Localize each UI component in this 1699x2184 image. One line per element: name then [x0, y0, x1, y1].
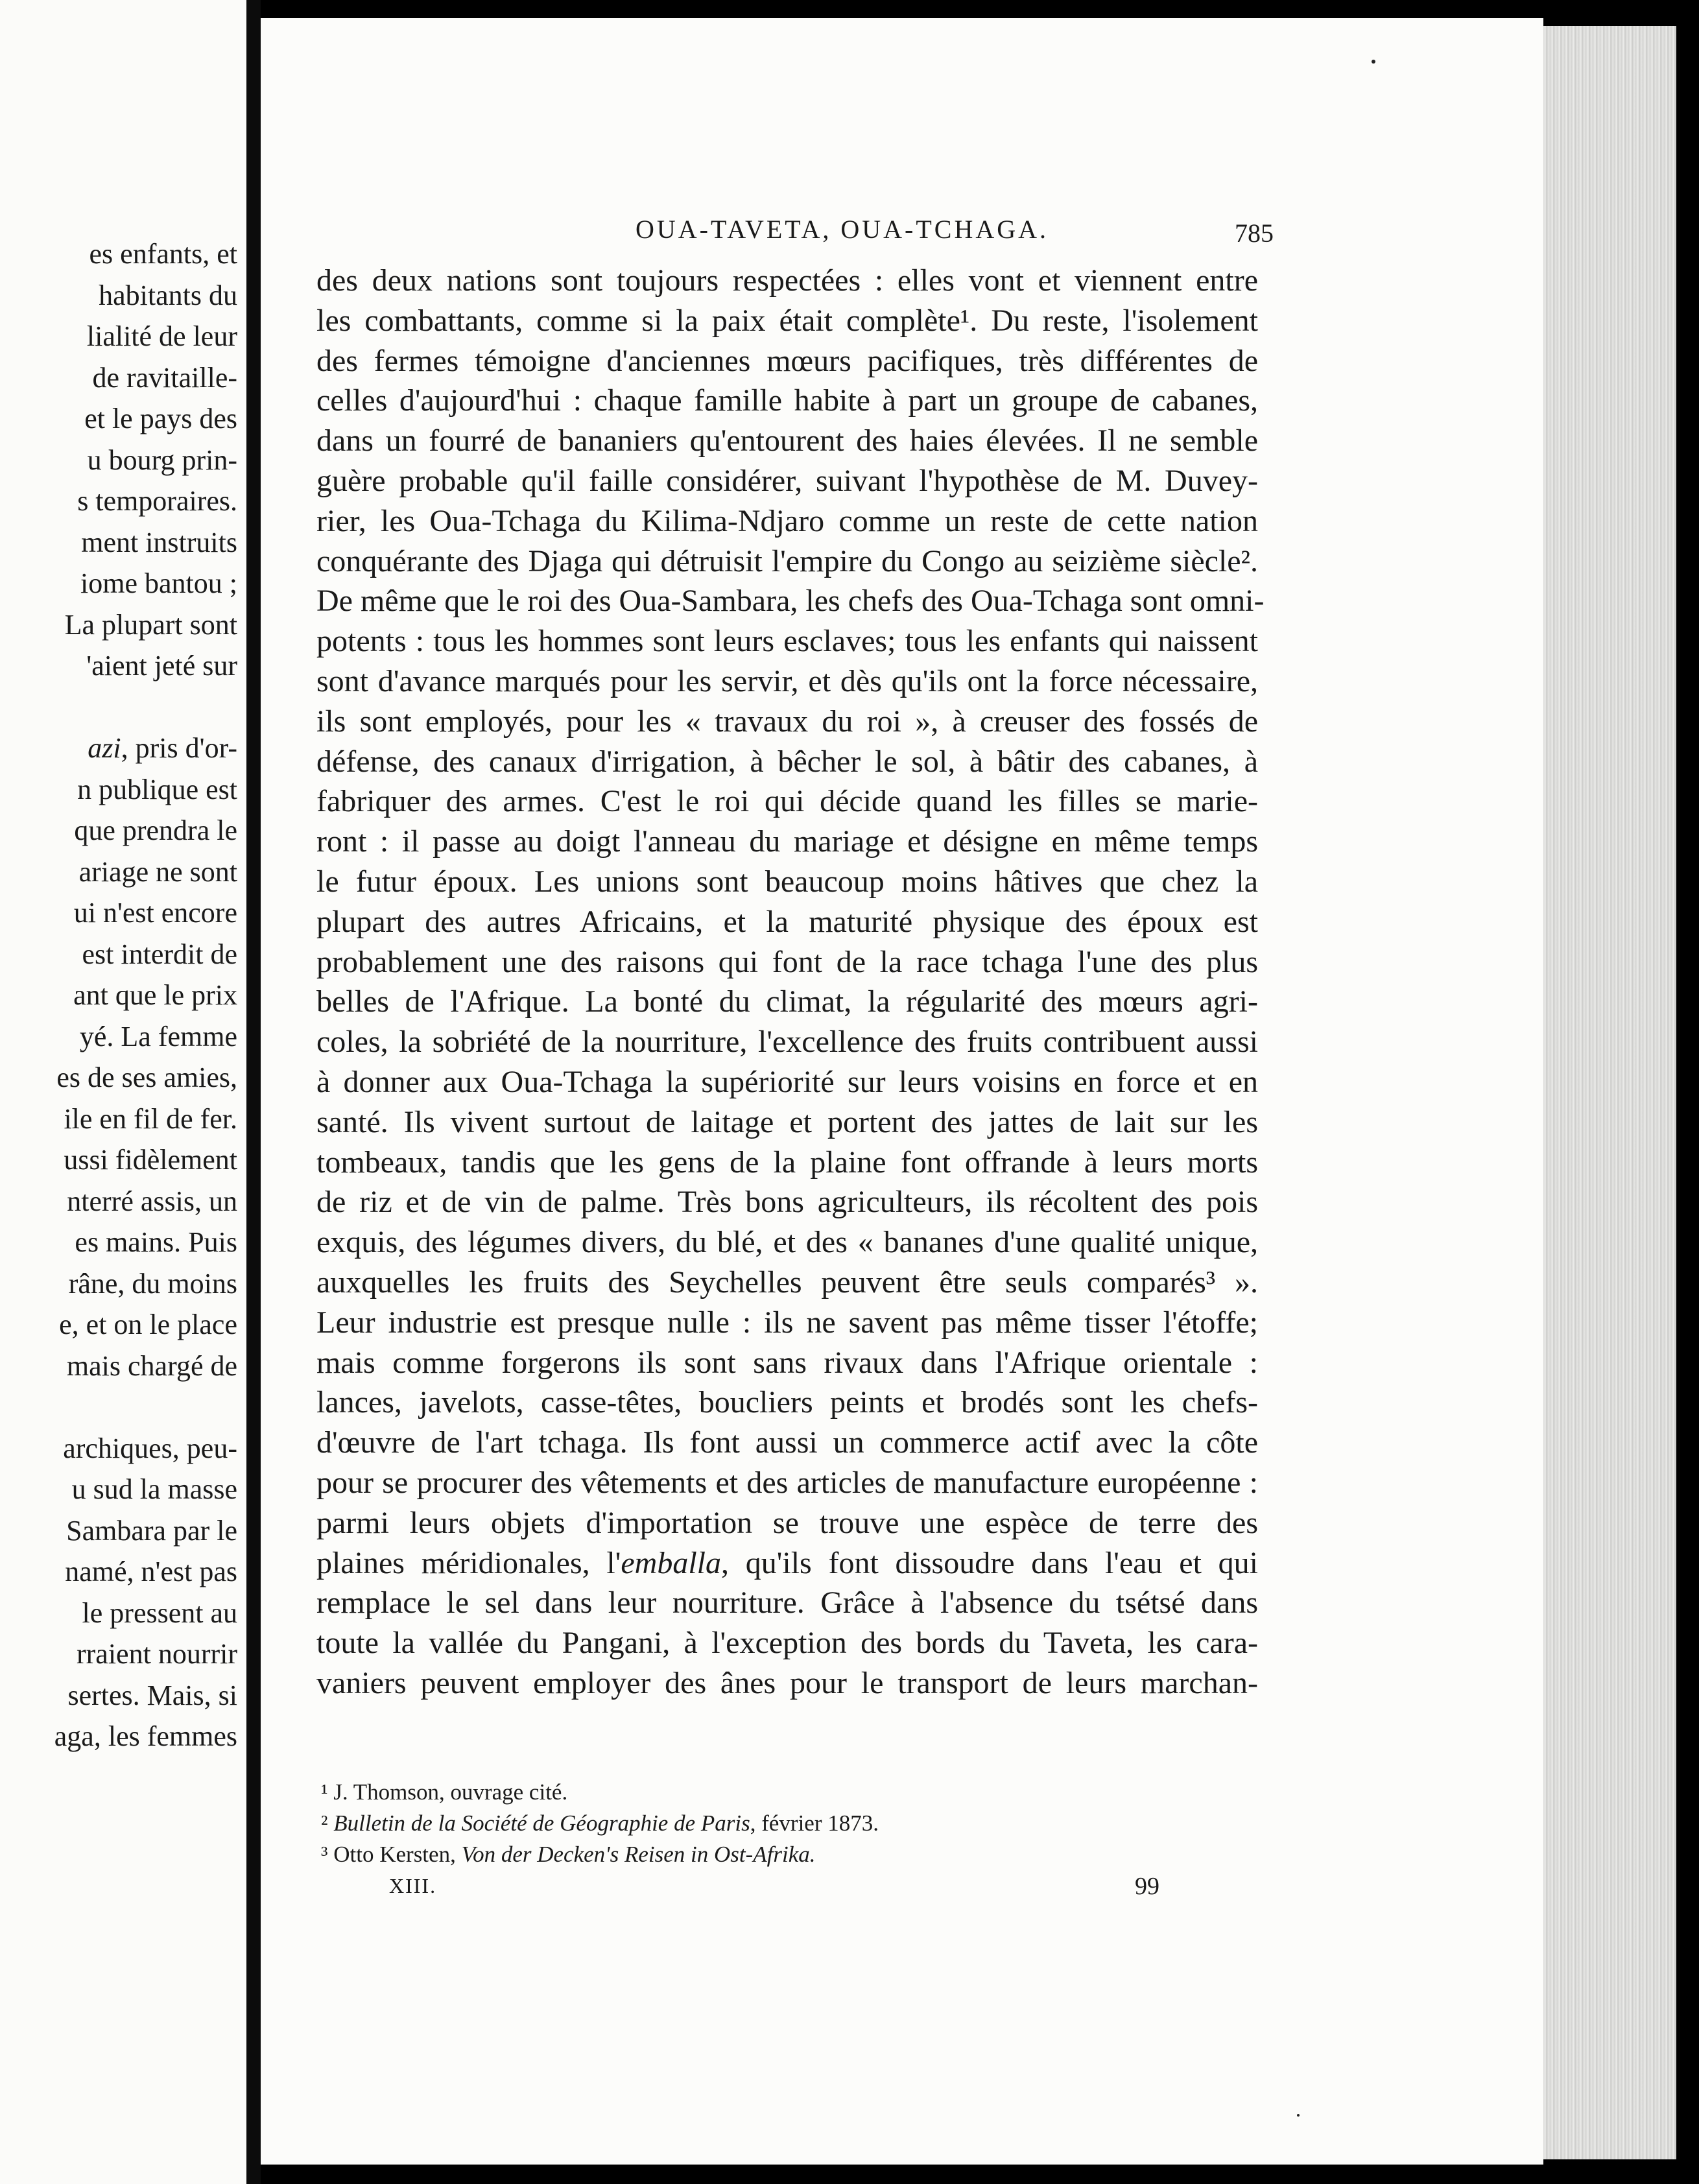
facing-page-line: iome bantou ;	[80, 567, 237, 599]
facing-page-line: archiques, peu-	[63, 1432, 237, 1464]
body-line: De même que le roi des Oua-Sambara, les chefs des Oua-Tchaga sont omni-	[316, 584, 1265, 619]
body-text	[316, 261, 1265, 1703]
facing-page-line: ile en fil de fer.	[64, 1102, 237, 1135]
italic-term: azi	[88, 732, 121, 764]
body-line: dans un fourré de bananiers qu'entourent des haies élevées. Il ne semble	[316, 423, 1258, 458]
body-line: lances, javelots, casse-têtes, boucliers peints et brodés sont les chefs-	[316, 1385, 1258, 1420]
body-line: plaines méridionales, l'emballa, qu'ils font dissoudre dans l'eau et qui	[316, 1545, 1258, 1580]
facing-page-text	[54, 233, 237, 1757]
body-line: sont d'avance marqués pour les servir, et dès qu'ils ont la force nécessaire,	[316, 663, 1258, 698]
body-line: tombeaux, tandis que les gens de la plaine font offrande à leurs morts	[316, 1145, 1258, 1180]
page-edges	[1543, 26, 1676, 2159]
book-gutter	[246, 0, 261, 2184]
facing-page-line: nterré assis, un	[67, 1185, 237, 1217]
italic-term: emballa	[621, 1545, 721, 1580]
facing-page-line: ment instruits	[81, 526, 237, 558]
facing-page-line: le pressent au	[82, 1596, 237, 1629]
body-line: ront : il passe au doigt l'anneau du mariage et désigne en même temps	[316, 824, 1258, 859]
body-line: exquis, des légumes divers, du blé, et des « bananes d'une qualité unique,	[316, 1225, 1258, 1260]
body-line: d'œuvre de l'art tchaga. Ils font aussi un commerce actif avec la côte	[316, 1425, 1258, 1460]
facing-page-line: ariage ne sont	[78, 855, 237, 888]
facing-page-line: est interdit de	[82, 938, 237, 970]
facing-page-line: namé, n'est pas	[65, 1556, 237, 1587]
facing-page-line: es enfants, et	[89, 238, 237, 270]
body-line: des deux nations sont toujours respectées : elles vont et viennent entre	[316, 263, 1258, 298]
body-line: plupart des autres Africains, et la maturité physique des époux est	[316, 904, 1258, 939]
body-line: défense, des canaux d'irrigation, à bêcher le sol, à bâtir des cabanes, à	[316, 744, 1258, 779]
page-number: 785	[1235, 219, 1274, 248]
signature-mark: XIII.	[389, 1874, 437, 1897]
facing-page-line: n publique est	[77, 773, 237, 805]
facing-page-line: mais chargé de	[66, 1349, 237, 1382]
body-line: vaniers peuvent employer des ânes pour le transport de leurs marchan-	[316, 1665, 1258, 1700]
footnotes	[321, 1777, 879, 1870]
body-line: potents : tous les hommes sont leurs esclaves; tous les enfants qui naissent	[316, 624, 1258, 659]
body-line: auxquelles les fruits des Seychelles peuvent être seuls comparés³ ».	[316, 1264, 1258, 1300]
body-line: le futur époux. Les unions sont beaucoup moins hâtives que chez la	[316, 864, 1258, 899]
body-line: Leur industrie est presque nulle : ils ne savent pas même tisser l'étoffe;	[316, 1305, 1258, 1340]
facing-page-line: lialité de leur	[86, 320, 237, 352]
facing-page-line: ussi fidèlement	[64, 1144, 237, 1176]
body-line: guère probable qu'il faille considérer, suivant l'hypothèse de M. Duvey-	[316, 463, 1258, 498]
facing-page-line: e, et on le place	[59, 1309, 237, 1340]
facing-page-line: u sud la masse	[71, 1473, 237, 1505]
facing-page-line: de ravitaille-	[92, 361, 237, 394]
body-line: toute la vallée du Pangani, à l'exception des bords du Taveta, les cara-	[316, 1626, 1258, 1661]
facing-page-line: La plupart sont	[64, 608, 237, 641]
body-line: probablement une des raisons qui font de la race tchaga l'une des plus	[316, 944, 1258, 979]
speck	[1372, 60, 1375, 64]
body-line: coles, la sobriété de la nourriture, l'excellence des fruits contribuent aussi	[316, 1025, 1258, 1060]
facing-page	[0, 0, 246, 2184]
footnote-2: ² Bulletin de la Société de Géographie de Paris, février 1873.	[321, 1810, 879, 1836]
body-line: de riz et de vin de palme. Très bons agriculteurs, ils récoltent des pois	[316, 1185, 1258, 1220]
facing-page-line: aga, les femmes	[54, 1720, 237, 1752]
body-line: à donner aux Oua-Tchaga la supériorité sur leurs voisins en force et en	[316, 1064, 1258, 1099]
running-head: OUA-TAVETA, OUA-TCHAGA.	[636, 215, 1049, 244]
body-line: pour se procurer des vêtements et des articles de manufacture européenne :	[316, 1465, 1258, 1500]
facing-page-line: ant que le prix	[73, 979, 237, 1011]
facing-page-line: yé. La femme	[79, 1020, 237, 1052]
body-line: rier, les Oua-Tchaga du Kilima-Ndjaro comme un reste de cette nation	[316, 503, 1258, 538]
signature-number: 99	[1135, 1873, 1159, 1900]
facing-page-line: habitants du	[99, 279, 237, 311]
body-line: ils sont employés, pour les « travaux du roi », à creuser des fossés de	[316, 704, 1258, 739]
body-line: celles d'aujourd'hui : chaque famille habite à part un groupe de cabanes,	[316, 383, 1258, 418]
facing-page-line: sertes. Mais, si	[67, 1679, 237, 1711]
body-line: santé. Ils vivent surtout de laitage et portent des jattes de lait sur les	[316, 1104, 1258, 1139]
body-line: des fermes témoigne d'anciennes mœurs pacifiques, très différentes de	[316, 343, 1258, 378]
body-line: parmi leurs objets d'importation se trouve une espèce de terre des	[316, 1505, 1258, 1540]
facing-page-line: rraient nourrir	[77, 1638, 237, 1670]
footnote-3: ³ Otto Kersten, Von der Decken's Reisen in Ost-Afrika.	[321, 1842, 816, 1867]
body-line: les combattants, comme si la paix était complète¹. Du reste, l'isolement	[316, 303, 1258, 338]
facing-page-line: es mains. Puis	[75, 1226, 237, 1258]
body-line: mais comme forgerons ils sont sans rivaux dans l'Afrique orientale :	[316, 1345, 1258, 1380]
facing-page-line: et le pays des	[84, 403, 237, 434]
facing-page-line	[54, 1386, 237, 1428]
facing-page-line: 'aient jeté sur	[86, 650, 237, 682]
facing-page-line: ui n'est encore	[73, 897, 237, 929]
facing-page-line: es de ses amies,	[56, 1062, 237, 1093]
body-line: remplace le sel dans leur nourriture. Grâce à l'absence du tsétsé dans	[316, 1585, 1258, 1620]
footnote-1: ¹ J. Thomson, ouvrage cité.	[321, 1779, 568, 1805]
facing-page-line: s temporaires.	[77, 485, 237, 517]
facing-page-line: azi, pris d'or-	[88, 732, 237, 764]
body-line: fabriquer des armes. C'est le roi qui décide quand les filles se marie-	[316, 784, 1258, 819]
facing-page-line: râne, du moins	[68, 1267, 237, 1300]
facing-page-line: que prendra le	[74, 814, 237, 846]
facing-page-line: u bourg prin-	[87, 444, 237, 476]
body-line: conquérante des Djaga qui détruisit l'empire du Congo au seizième siècle².	[316, 543, 1258, 578]
facing-page-line	[54, 687, 237, 728]
facing-page-line: Sambara par le	[66, 1514, 237, 1547]
body-line: belles de l'Afrique. La bonté du climat, la régularité des mœurs agri-	[316, 984, 1258, 1019]
speck	[1297, 2114, 1300, 2117]
